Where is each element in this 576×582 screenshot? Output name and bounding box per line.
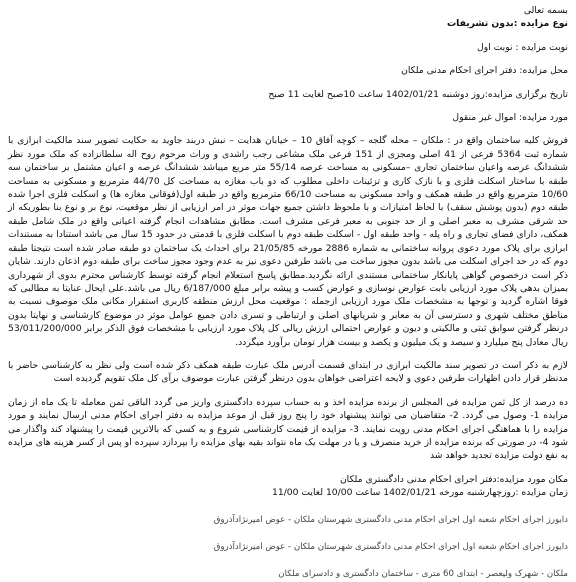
- office-address: ملکان - شهرک ولیعصر - ابتدای 60 متری - ساختمان دادگستری و دادسرای ملکان: [278, 569, 568, 580]
- ownership-note: لازم به ذکر است در تصویر سند مالکیت ابرازی در ابتدای قسمت آدرس ملک عبارت طبقه همکف ذکر شده است ولی نظر به کارشناسی حاضر با مدنظر قرار دادن اظهارات طرفین دعوی و لایحه اعتراضی خواهان بدون درنظر گرفتن عبارت موصوف برآی کل ملک تقویم گردیده است: [8, 359, 568, 385]
- auction-round: نوبت مزایده : نوبت اول: [477, 41, 568, 53]
- auction-venue: محل مزایده: دفتر اجرای احکام مدنی ملکان: [401, 65, 568, 77]
- auction-datetime: تاریخ برگزاری مزایده:روز دوشنبه 1402/01/21 ساعت 10صبح لغایت 11 صبح: [268, 88, 568, 100]
- closing-time: زمان مزایده :روزچهارشنبه مورخه 1402/01/21 ساعت 10/00 لغایت 11/00: [272, 487, 568, 499]
- auction-subject: مورد مزایده: اموال غیر منقول: [452, 112, 568, 124]
- auction-type: نوع مزایده :بدون تشریفات: [446, 18, 568, 30]
- auction-terms: ده درصد از کل ثمن مزایده فی المجلس از برنده مزایده اخذ و به حساب سپرده دادگستری واریز می گردد الباقی ثمن معامله تا یک ماه از زمان مزایده 1- وصول می گردد. 2- متقاضیان می توانند پیشنهاد خود را پنج روز قبل از موعد مزایده به دفتر اجرای احکام مدنی ارسال نمایند و مورد مزایده را با هماهنگی اجرای احکام مدنی رویت نمایند. 3- مزایده از قیمت کارشناسی شروع و به کسی که بالاترین قیمت را پیشنهاد کند واگذار می شود 4- در صورتی که برنده مزایده از خرید منصرف و یا در مهلت یک ماه نتواند بقیه بهای مزایده را بپردازد سپرده او پس از کسر هزینه های مزایده به نفع دولت مزایده تجدید خواهد شد: [8, 396, 568, 462]
- closing-venue: مکان مورد مزایده:دفتر اجرای احکام مدنی دادگستری ملکان: [339, 473, 568, 485]
- signature-line-repeat: دایورز اجرای احکام شعبه اول اجرای احکام مدنی دادگستری شهرستان ملکان - عوض امیرنژادآذروق: [213, 542, 568, 552]
- signature-line: دایورز اجرای احکام شعبه اول اجرای احکام مدنی دادگستری شهرستان ملکان - عوض امیرنژادآذروق: [213, 514, 568, 525]
- basmala: بسمه تعالی: [523, 5, 568, 16]
- property-description: فروش کلیه ساختمان واقع در : ملکان – محله گلجه – کوچه آفاق 10 – خیابان هدایت – نبش دربند جاوید به حکایت تصویر سند مالکیت ابرازی با شماره ثبت 5364 فرعی از 41 اصلی ومجزی از 151 فرعی ملک مشاعی رجب راشدی و وراث مرحوم روح اله سلطانزاده که ملک مورد نظر ششدانگ عرصه واعیان ساختمان تجاری –مسکونی به مساحت عرصه 55/14 متر مربع میباشد ششدانگ عرصه و اعیان مشتمل بر ساختمان سه طبقه با ساختار اسکلت فلزی و با نازک کاری و تزئینات داخلی مطلوب که دو باب مغازه به مساحت کل 44/70 مترمربع و مسکونی به مساحت 10/60 مترمربع واقع در طبقه همکف و واحد مسکونی به مساحت 66/10 مترمربع واقع در طبقه اول(فوقانی مغازه ها) و اسکلت فلزی اجرا شده طبقه دوم (بدون پوشش سقف) با لحاظ امتیازات و با ملحوظ داشتن جمیع جهات موثر در امر ارزیابی از نظر موقعیت، نوع بر و نوع بنا بطوریکه از حد شرقی مشرف به معبر اصلی و از حد جنوبی به معبر فرعی مشرف است. مطابق مشاهدات انجام گرفته اعیانی واقع در ملک شامل طبقه همکف، دارای فضای تجاری و راه پله - واحد طبقه اول - اسکلت طبقه دوم با اسکلت فلزی با قدمتی در حدود 15 سال می باشد استنادا به مستندات ابرازی برای پلاک مورد دعوی پروانه ساختمانی به شماره 2886 مورخه 21/05/85 برای احداث یک ساختمان دو طبقه صادر شده است نتیجتا طبقه دوم که در حد اجرای اسکلت می باشد بدون مجوز ساخت می باشد طرفین دعوی نیز به عدم وجود مجوز ساخت برای طبقه دوم اذعان دارند. شایان ذکر است درخصوص گواهی پایانکار ساختمانی مستندی ارائه نگردید.مطابق پاسخ استعلام انجام گرفته توسط کارشناس محترم بدوی از شهرداری بمیزان بدهی پلاک مورد ارزیابی بابت عوارض نوسازی و عوارض کسب و پیشه برابر مبلغ 6/187/000 ریال می باشد.علی ایحال عنایتا به مطالبی که فوقا اشاره گردید و توجها به مشخصات ملک مورد ارزیابی ازجمله : موقعیت محل ارزش منطقه کاربری استقرار مکانی ملک موصوف نسبت به مناطق مختلف شهری و دسترسی آن به معابر و شریانهای اصلی و ارتباطی و تسری دادن جمیع عوامل موثر در موضوع کارشناسی و نهایتا بدون درنظر گرفتن سوابق ثبتی و مالکیتی و دیون و عوارض احتمالی ارزش ریالی کل پلاک مورد ارزیابی با مشخصات فوق الذکر برابر 53/011/200/000 ریال معادل پنج میلیارد و سیصد و یک میلیون و یکصد و بیست هزار تومان برآورد میگردد.: [8, 135, 569, 348]
